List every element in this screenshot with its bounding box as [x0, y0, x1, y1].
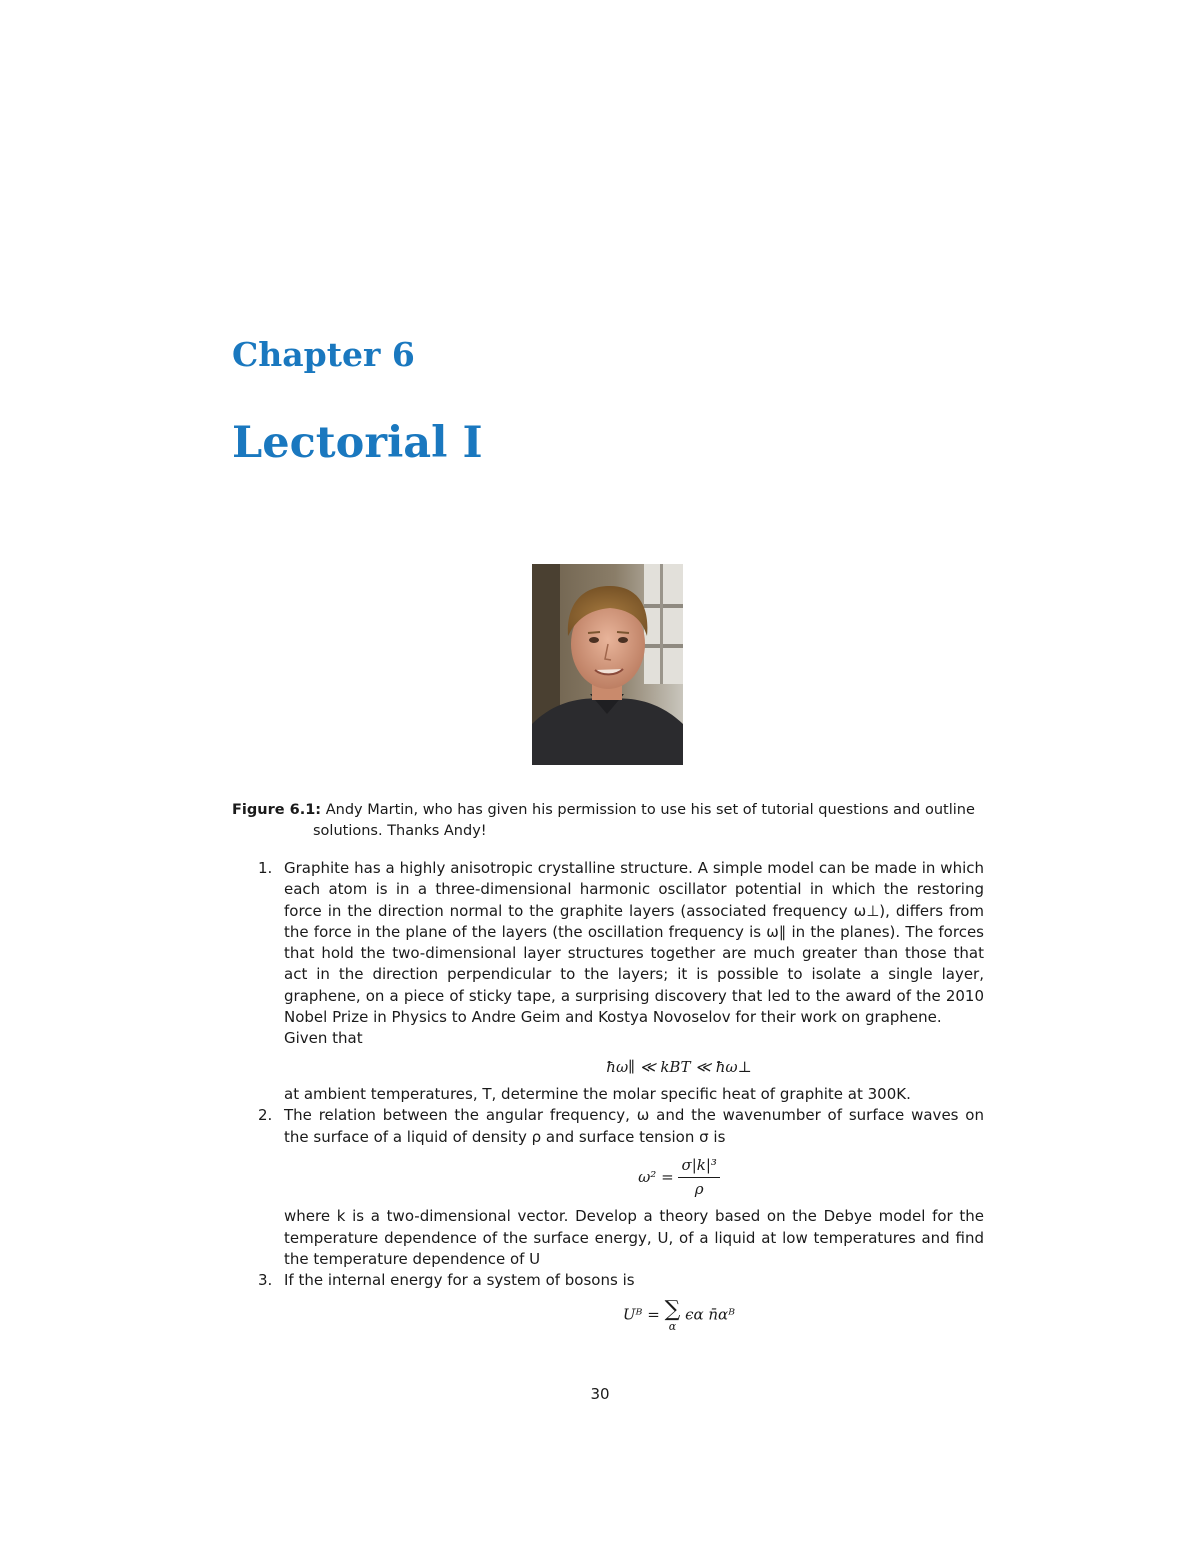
equation — [284, 1296, 984, 1333]
question-number: 3. — [258, 1271, 273, 1290]
question-text: The relation between the angular frequency, ω and the wavenumber of surface waves on the surface of a liquid of density ρ and surface tension σ is — [284, 1106, 984, 1146]
equation-lhs: Uᴮ = — [622, 1305, 660, 1324]
figure-label: Figure 6.1: — [232, 802, 322, 818]
fraction — [678, 1155, 719, 1201]
equation-rhs: ϵα n̄αᴮ — [685, 1305, 736, 1324]
question-text: where k is a two-dimensional vector. Develop a theory based on the Debye model for the temperature dependence of the surface energy, U, of a liquid at low temperatures and find the temperature dependence of U — [284, 1207, 984, 1269]
equation-lhs: ω² = — [638, 1167, 674, 1186]
chapter-label: Chapter 6 — [232, 335, 415, 374]
figure-caption — [232, 800, 984, 842]
page-number: 30 — [590, 1385, 610, 1403]
question-number: 1. — [258, 859, 273, 877]
fraction-numerator: σ|k|³ — [678, 1155, 719, 1178]
question-text: Graphite has a highly anisotropic crystalline structure. A simple model can be made in which each atom is in a three-dimensional harmonic oscillator potential in which the restoring force in the direction normal to the graphite layers (associated frequency ω⊥), differs from the force in the plane of the layers (the oscillation frequency is ω∥ in the planes). The forces that hold the two-dimensional layer structures together are much greater than those that act in the direction perpendicular to the layers; it is possible to isolate a single layer, graphene, on a piece of sticky tape, a surprising discovery that led to the award of the 2010 Nobel Prize in Physics to Andre Geim and Kostya Novoselov for their work on graphene. — [284, 859, 984, 1027]
question-item — [232, 858, 984, 1105]
equation: ħω∥ ≪ kBT ≪ ħω⊥ — [606, 1057, 752, 1076]
question-item — [232, 1270, 984, 1331]
fraction-denominator: ρ — [694, 1180, 704, 1199]
summation-index: α — [668, 1319, 677, 1333]
question-text: at ambient temperatures, T, determine the molar specific heat of graphite at 300K. — [284, 1084, 911, 1103]
question-text: If the internal energy for a system of bosons is — [284, 1271, 635, 1290]
question-list — [232, 858, 984, 1338]
andy-martin-photo — [532, 564, 683, 765]
question-number: 2. — [258, 1106, 273, 1125]
caption-line-1: Andy Martin, who has given his permission to use his set of tutorial questions and outline — [325, 802, 975, 818]
question-text: Given that — [284, 1029, 363, 1048]
sigma-symbol: ∑ — [664, 1296, 681, 1322]
summation — [664, 1296, 681, 1333]
caption-line-2: solutions. Thanks Andy! — [313, 823, 487, 839]
equation — [284, 1155, 984, 1201]
question-item — [232, 1105, 984, 1270]
chapter-title: Lectorial I — [232, 418, 483, 468]
